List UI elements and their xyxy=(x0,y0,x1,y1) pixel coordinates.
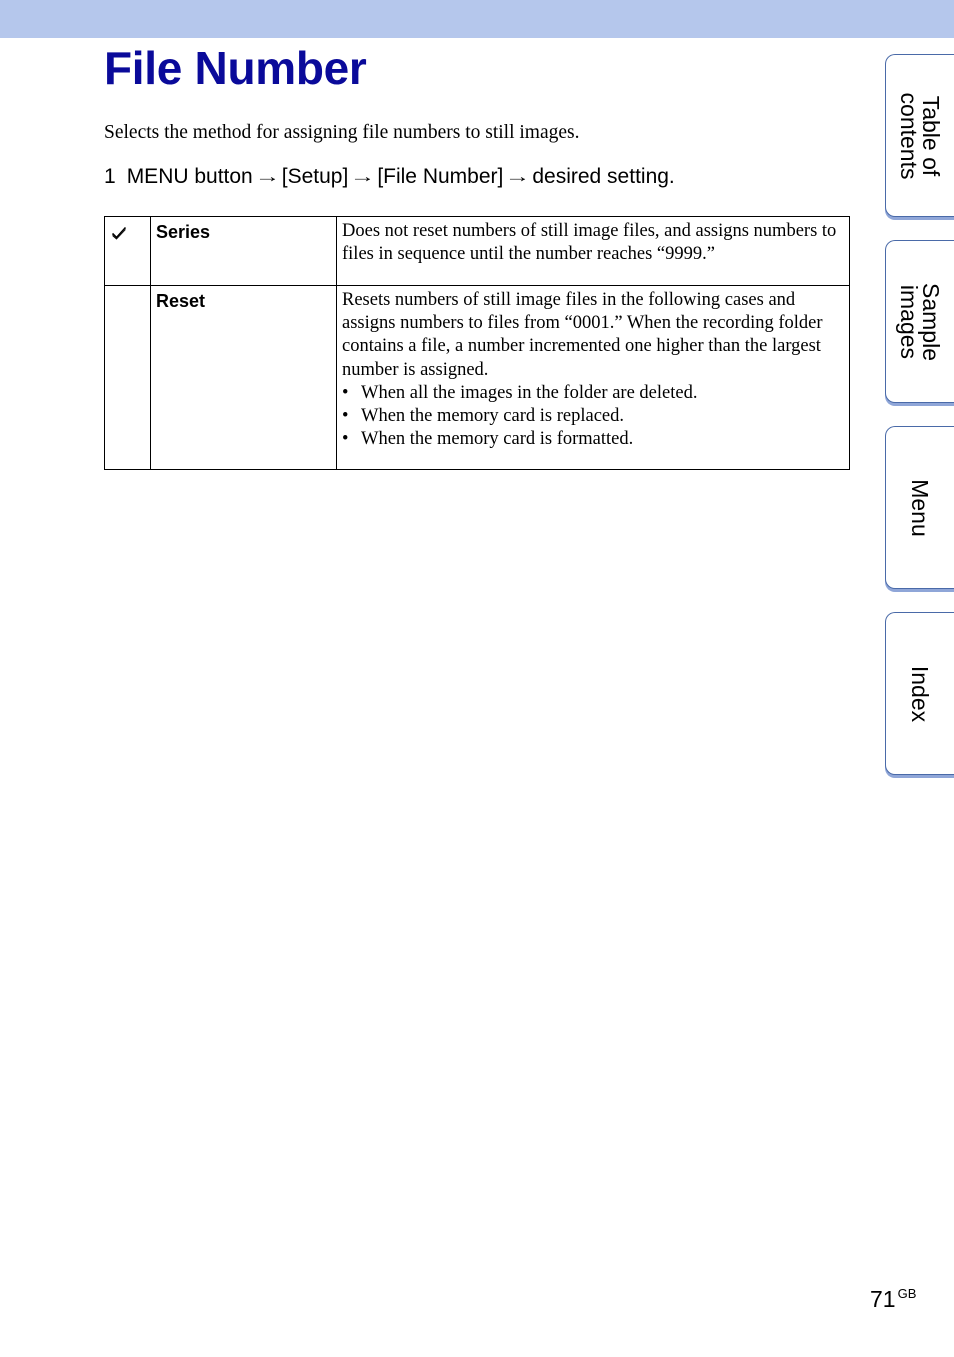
setting-name: Series xyxy=(156,222,211,242)
intro-text: Selects the method for assigning file numbers to still images. xyxy=(104,122,580,143)
list-item: • When the memory card is replaced. xyxy=(342,405,843,428)
setting-description-cell xyxy=(337,286,850,470)
step-file-number: [File Number] xyxy=(377,165,504,188)
settings-table xyxy=(104,216,850,470)
page-number-suffix: GB xyxy=(897,1286,917,1301)
list-item: • When the memory card is formatted. xyxy=(342,428,843,451)
setting-name-cell xyxy=(151,217,337,286)
step-instruction xyxy=(104,163,675,192)
default-mark-cell xyxy=(105,286,151,470)
tab-label: Menu xyxy=(907,479,933,537)
step-setup: [Setup] xyxy=(281,165,349,188)
setting-description: Does not reset numbers of still image files, and assigns numbers to files in sequence until the number reaches “9999.” xyxy=(342,221,837,265)
bullet-list xyxy=(342,382,843,452)
tab-table-of-contents[interactable] xyxy=(885,54,954,217)
page-title: File Number xyxy=(104,42,367,94)
tab-label: Index xyxy=(907,665,933,723)
step-desired-setting: desired setting. xyxy=(532,165,675,188)
checkmark-icon xyxy=(111,226,127,240)
setting-name-cell xyxy=(151,286,337,470)
tab-menu[interactable] xyxy=(885,426,954,589)
step-menu-button: MENU button xyxy=(126,165,253,188)
setting-description: Resets numbers of still image files in the following cases and assigns numbers to files from “0001.” When the recording folder contains a file, a number incremented one higher than the largest number is assigned. xyxy=(342,290,823,380)
arrow-right-icon: → xyxy=(254,167,280,186)
table-row xyxy=(105,217,850,286)
step-number: 1 xyxy=(104,165,116,188)
arrow-right-icon: → xyxy=(350,167,376,186)
setting-name: Reset xyxy=(156,291,206,311)
tab-label: Table of contents xyxy=(896,92,944,180)
table-row xyxy=(105,286,850,470)
page-number-value: 71 xyxy=(870,1286,896,1312)
setting-description-cell xyxy=(337,217,850,286)
page-number xyxy=(870,1280,916,1313)
tab-label: Sample images xyxy=(896,283,944,361)
arrow-right-icon: → xyxy=(505,167,531,186)
top-banner xyxy=(0,0,954,38)
default-mark-cell xyxy=(105,217,151,286)
tab-sample-images[interactable] xyxy=(885,240,954,403)
list-item: • When all the images in the folder are deleted. xyxy=(342,382,843,405)
tab-index[interactable] xyxy=(885,612,954,775)
